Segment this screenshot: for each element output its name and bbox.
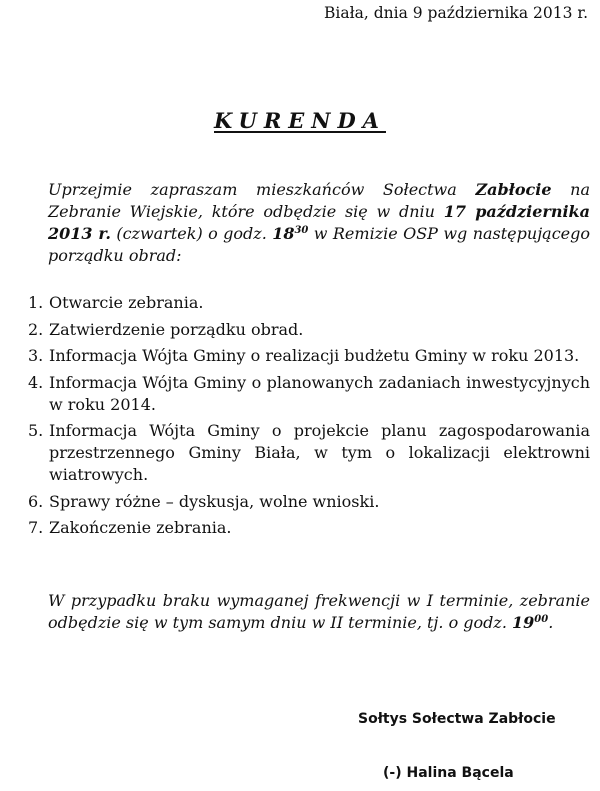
intro-text-2: na Zebranie Wiejskie, które odbędzie się w dniu <box>48 180 590 221</box>
intro-text-1: Uprzejmie zapraszam mieszkańców Sołectwa <box>48 180 476 199</box>
intro-paragraph <box>48 179 590 267</box>
agenda-item <box>28 345 590 367</box>
meeting-minutes: 30 <box>294 225 309 236</box>
agenda-item <box>28 491 590 513</box>
closing-text-1: W przypadku braku wymaganej frekwencji w I terminie, zebranie odbędzie się w tym samym dniu w II terminie, tj. o godz. <box>48 591 590 632</box>
agenda-text: Otwarcie zebrania. <box>49 293 204 312</box>
agenda-text: Zatwierdzenie porządku obrad. <box>49 319 304 339</box>
second-term-minutes: 00 <box>534 614 549 625</box>
agenda-item <box>28 372 590 416</box>
agenda-number: 4. <box>28 372 44 392</box>
closing-text-2: . <box>548 613 554 632</box>
signature-name: (-) Halina Bącela <box>383 765 514 781</box>
closing-paragraph <box>48 590 590 634</box>
meeting-date: 17 października 2013 r. <box>48 202 590 243</box>
intro-text-3: (czwartek) o godz. <box>110 224 273 243</box>
agenda-list <box>28 292 590 544</box>
signature-role: Sołtys Sołectwa Zabłocie <box>358 711 556 727</box>
agenda-text: Informacja Wójta Gminy o planowanych zadaniach inwestycyjnych w roku 2014. <box>49 372 590 414</box>
intro-text-4: w Remizie OSP wg następującego porządku obrad: <box>48 224 590 265</box>
agenda-text: Informacja Wójta Gminy o projekcie planu zagospodarowania przestrzennego Gminy Biała, w tym o lokalizacji elektrowni wiatrowych. <box>49 421 590 484</box>
village-name: Zabłocie <box>475 180 552 199</box>
agenda-number: 7. <box>28 518 44 537</box>
agenda-number: 5. <box>28 421 44 440</box>
agenda-number: 1. <box>28 293 44 312</box>
meeting-hour: 18 <box>272 224 295 243</box>
agenda-item <box>28 517 590 539</box>
document-date: Biała, dnia 9 października 2013 r. <box>324 4 588 22</box>
document-title: KURENDA <box>214 108 386 133</box>
agenda-text: Sprawy różne – dyskusja, wolne wnioski. <box>49 491 380 511</box>
agenda-item <box>28 292 590 314</box>
agenda-text: Zakończenie zebrania. <box>49 518 232 537</box>
agenda-number: 6. <box>28 491 44 511</box>
agenda-item <box>28 319 590 341</box>
second-term-hour: 19 <box>512 613 535 632</box>
agenda-text: Informacja Wójta Gminy o realizacji budżetu Gminy w roku 2013. <box>49 346 580 365</box>
agenda-item <box>28 420 590 486</box>
agenda-number: 3. <box>28 346 44 365</box>
agenda-number: 2. <box>28 319 44 339</box>
